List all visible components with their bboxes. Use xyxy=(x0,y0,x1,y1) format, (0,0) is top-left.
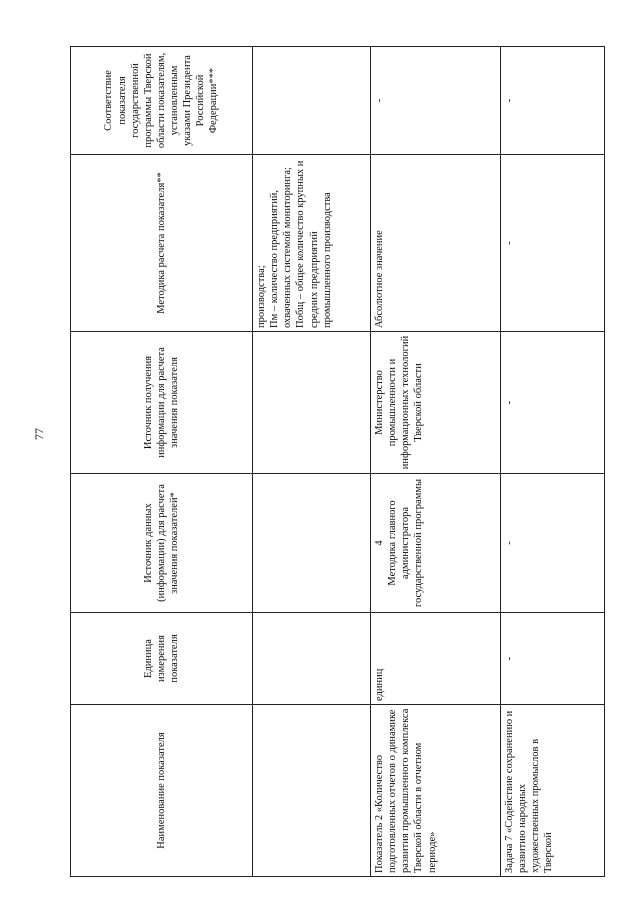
cell-compliance: - xyxy=(501,47,605,155)
data-source-text: Методика главного администратора государственной программы xyxy=(387,478,425,608)
header-info-source: Источник получения информации для расчета значения показателя xyxy=(71,332,253,474)
table-row-indicator-2 xyxy=(371,47,501,877)
cell-compliance xyxy=(253,47,371,155)
table-row-continued xyxy=(253,47,371,877)
cell-method: производства; Пм – количество предприятий, охваченных системой мониторинга; Побщ – общее количество крупных и средних предприятий промышленного производства xyxy=(253,155,371,332)
cell-data-source xyxy=(253,474,371,613)
table-header-row xyxy=(71,47,253,877)
cell-unit: - xyxy=(501,613,605,705)
page-number: 77 xyxy=(32,428,46,440)
cell-method: Абсолютное значение xyxy=(371,155,501,332)
cell-info-source: Министерство промышленности и информационных технологий Тверской области xyxy=(371,332,501,474)
header-data-source: Источник данных (информации) для расчета значения показателей* xyxy=(71,474,253,613)
cell-compliance: - xyxy=(371,47,501,155)
cell-data-source: - xyxy=(501,474,605,613)
cell-info-source: - xyxy=(501,332,605,474)
cell-info-source xyxy=(253,332,371,474)
table-row-task-7 xyxy=(501,47,605,877)
header-compliance: Соответствие показателя государственной программы Тверской области показателям, установленным указами Президента Российской Федерации*** xyxy=(71,47,253,155)
header-indicator-name: Наименование показателя xyxy=(71,705,253,877)
cell-name: Задача 7 «Содействие сохранению и развитию народных художественных промыслов в Тверской xyxy=(501,705,605,877)
cell-name xyxy=(253,705,371,877)
column-number: 4 xyxy=(374,540,385,546)
header-unit: Единица измерения показателя xyxy=(71,613,253,705)
cell-unit: единиц xyxy=(371,613,501,705)
indicators-table xyxy=(70,46,605,877)
cell-name: Показатель 2 «Количество подготовленных отчетов о динамике развития промышленного комплекса Тверской области в отчетном периоде» xyxy=(371,705,501,877)
cell-unit xyxy=(253,613,371,705)
cell-method: - xyxy=(501,155,605,332)
cell-data-source xyxy=(371,474,501,613)
header-method: Методика расчета показателя** xyxy=(71,155,253,332)
rotated-table-container xyxy=(70,47,604,877)
